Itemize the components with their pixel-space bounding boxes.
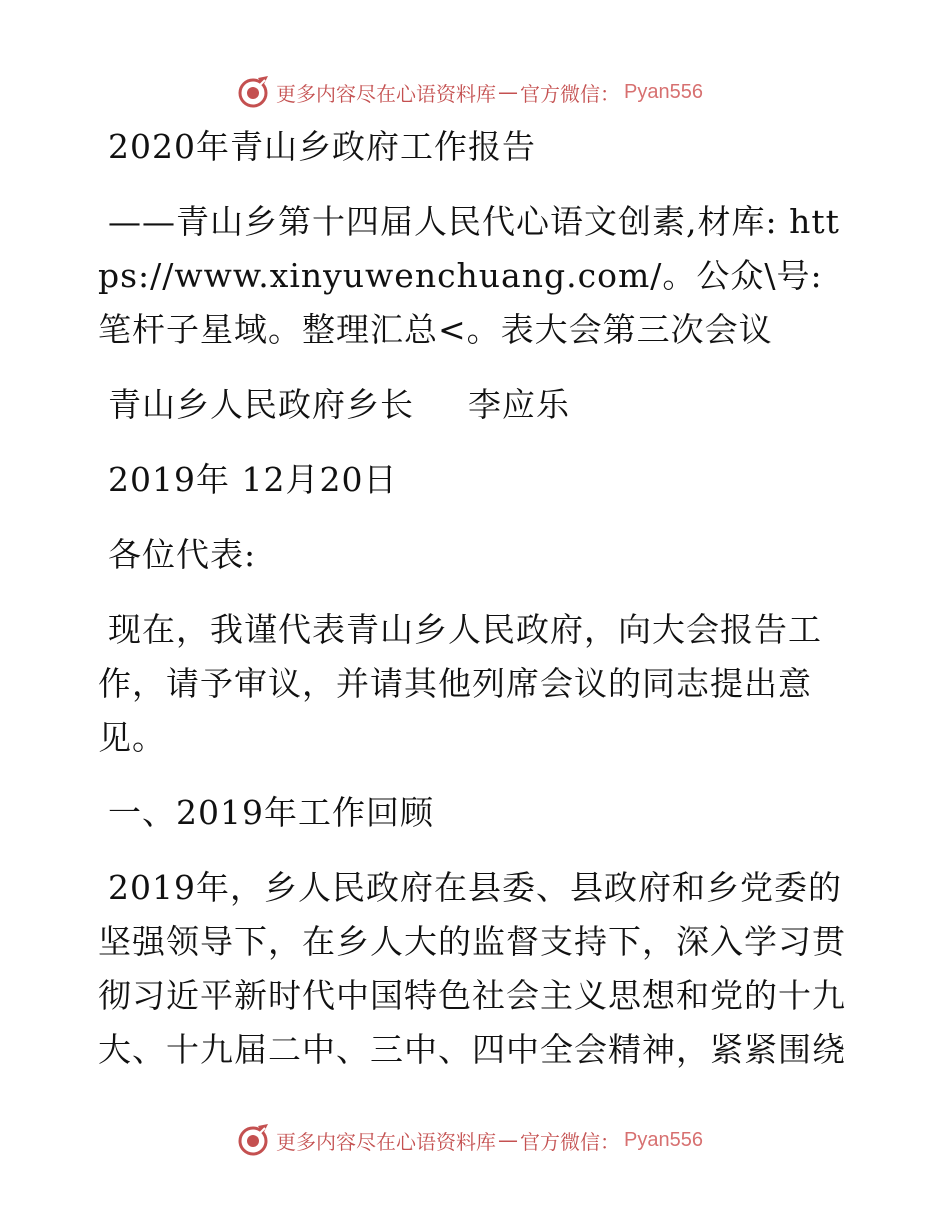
watermark-logo-icon bbox=[236, 74, 272, 110]
watermark-separator: — bbox=[498, 80, 518, 104]
author-title: 青山乡人民政府乡长 bbox=[108, 385, 414, 424]
watermark-logo-icon bbox=[236, 1122, 272, 1158]
salutation: 各位代表: bbox=[108, 535, 257, 574]
watermark-wechat-id: Pyan556 bbox=[624, 1128, 703, 1151]
section-body-paragraph: 2019年，乡人民政府在县委、县政府和乡党委的坚强领导下，在乡人大的监督支持下，深入学习贯彻习近平新时代中国特色社会主义思想和党的十九大、十九届二中、三中、四中全会精神，紧紧围绕 bbox=[98, 868, 846, 1069]
author-name: 李应乐 bbox=[468, 385, 570, 424]
intro-paragraph: 现在，我谨代表青山乡人民政府，向大会报告工作，请予审议，并请其他列席会议的同志提出意见。 bbox=[98, 610, 822, 757]
watermark-text: 更多内容尽在心语资料库 bbox=[276, 1129, 496, 1154]
watermark-wechat-id: Pyan556 bbox=[624, 80, 703, 103]
document-subtitle: ——青山乡第十四届人民代心语文创素,材库: https://www.xinyuwenchuang.com/。公众\号: 笔杆子星域。整理汇总<。表大会第三次会议 bbox=[98, 202, 840, 349]
section-heading: 一、2019年工作回顾 bbox=[108, 793, 434, 832]
watermark-wechat-label: 官方微信： bbox=[520, 1129, 620, 1154]
watermark-footer bbox=[236, 1120, 756, 1160]
document-title: 2020年青山乡政府工作报告 bbox=[108, 127, 536, 166]
watermark-header bbox=[236, 72, 756, 112]
watermark-text: 更多内容尽在心语资料库 bbox=[276, 81, 496, 106]
document-body bbox=[98, 120, 858, 1098]
document-date: 2019年 12月20日 bbox=[108, 460, 398, 499]
watermark-wechat-label: 官方微信： bbox=[520, 81, 620, 106]
watermark-separator: — bbox=[498, 1128, 518, 1152]
author-line bbox=[98, 378, 858, 432]
